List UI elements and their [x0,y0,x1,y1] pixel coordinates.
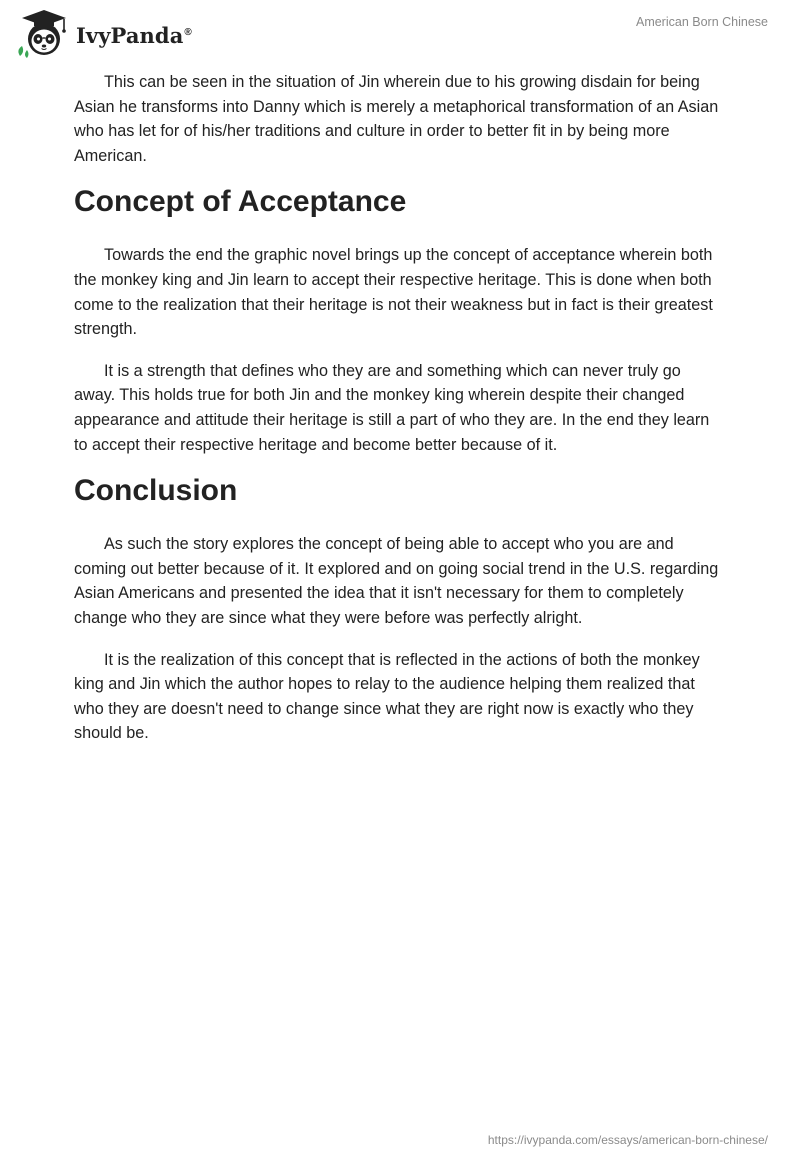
intro-paragraph: This can be seen in the situation of Jin wherein due to his growing disdain for being Asian he transforms into Danny which is merely a metaphorical transformation of an Asian who has let for of his/her traditions and culture in order to better fit in by being more American. [74,73,719,165]
source-url-link[interactable]: https://ivypanda.com/essays/american-born-chinese/ [487,1133,768,1147]
essay-body [74,70,722,763]
brand-logo[interactable] [14,8,192,58]
conclusion-paragraph-2: It is the realization of this concept that is reflected in the actions of both the monkey king and Jin which the author hopes to relay to the audience helping them realized that who they are doesn't need to change since what they are right now is exactly who they should be. [74,650,700,743]
acceptance-paragraph-2: It is a strength that defines who they are and something which can never truly go away. This holds true for both Jin and the monkey king wherein despite their changed appearance and attitude their heritage is still a part of who they are. In the end they learn to accept their respective heritage and become better because of it. [74,361,710,454]
document-title: American Born Chinese [635,15,768,29]
brand-name: IvyPanda® [76,22,192,48]
acceptance-paragraph-1: Towards the end the graphic novel brings up the concept of acceptance wherein both the monkey king and Jin learn to accept their respective heritage. This is done when both come to the realization that their heritage is not their weakness but in fact is their greatest strength. [74,246,713,339]
section-heading-conclusion: Conclusion [74,474,238,508]
conclusion-paragraph-1: As such the story explores the concept of being able to accept who you are and coming out better because of it. It explored and on going social trend in the U.S. regarding Asian Americans and presented the idea that it isn't necessary for them to completely change who they are since what they were before was perfectly alright. [74,535,719,627]
section-heading-acceptance: Concept of Acceptance [74,185,407,219]
page-header [0,0,800,64]
panda-graduate-icon [14,8,74,58]
